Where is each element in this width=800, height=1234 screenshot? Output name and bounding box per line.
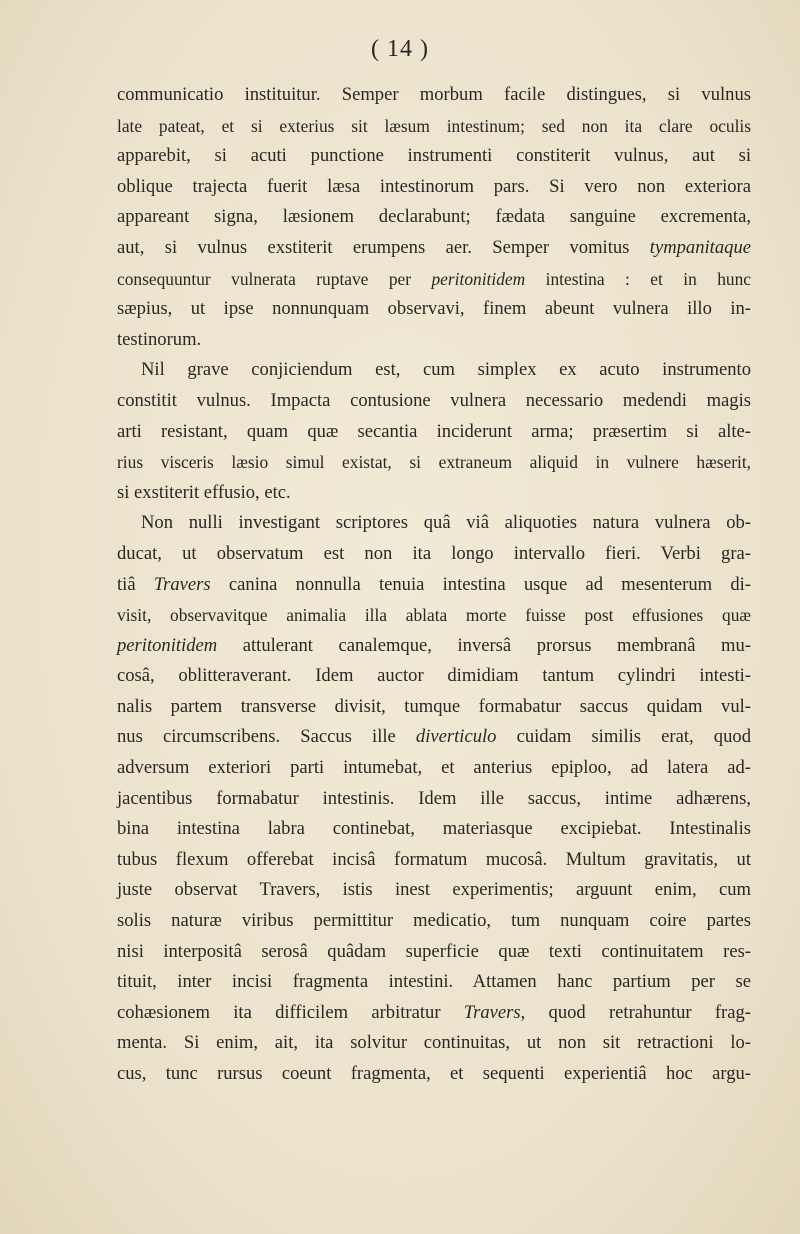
text-line: testinorum. bbox=[117, 328, 202, 350]
text-line: rius visceris læsio simul existat, si extraneum aliquid in vulnere hæserit, bbox=[117, 452, 751, 473]
text-line: apparebit, si acuti punctione instrumenti constiterit vulnus, aut si bbox=[117, 145, 751, 167]
text-line: cosâ, oblitteraverant. Idem auctor dimidiam tantum cylindri intesti- bbox=[117, 665, 751, 687]
text-line: si exstiterit effusio, etc. bbox=[117, 481, 291, 503]
text-line: Nil grave conjiciendum est, cum simplex ex acuto instrumento bbox=[141, 359, 751, 381]
text-line: ducat, ut observatum est non ita longo intervallo fieri. Verbi gra- bbox=[117, 542, 751, 564]
text-line: consequuntur vulnerata ruptave per peritonitidem intestina : et in hunc bbox=[117, 268, 752, 289]
text-line: tituit, inter incisi fragmenta intestini. Attamen hanc partium per se bbox=[117, 971, 751, 993]
text-line: nus circumscribens. Saccus ille diverticulo cuidam similis erat, quod bbox=[117, 726, 751, 748]
text-line: nalis partem transverse divisit, tumque formabatur saccus quidam vul- bbox=[117, 695, 751, 717]
text-line: aut, si vulnus exstiterit erumpens aer. Semper vomitus tympanitaque bbox=[117, 236, 751, 258]
text-line: adversum exteriori parti intumebat, et anterius epiploo, ad latera ad- bbox=[117, 757, 751, 779]
body-text bbox=[117, 80, 751, 1090]
text-line: tubus flexum offerebat incisâ formatum mucosâ. Multum gravitatis, ut bbox=[117, 848, 751, 870]
text-line: bina intestina labra continebat, materiasque excipiebat. Intestinalis bbox=[117, 818, 751, 840]
text-line: cus, tunc rursus coeunt fragmenta, et sequenti experientiâ hoc argu- bbox=[117, 1063, 751, 1084]
text-line: juste observat Travers, istis inest experimentis; arguunt enim, cum bbox=[117, 879, 751, 901]
text-line: solis naturæ viribus permittitur medicatio, tum nunquam coire partes bbox=[117, 910, 751, 932]
page-number: ( 14 ) bbox=[371, 36, 429, 62]
text-line: peritonitidem attulerant canalemque, inversâ prorsus membranâ mu- bbox=[117, 634, 751, 656]
text-line: jacentibus formabatur intestinis. Idem ille saccus, intime adhærens, bbox=[117, 787, 751, 809]
text-line: sæpius, ut ipse nonnunquam observavi, finem abeunt vulnera illo in- bbox=[117, 298, 751, 320]
text-line: visit, observavitque animalia illa ablata morte fuisse post effusiones quæ bbox=[117, 605, 751, 626]
text-line: communicatio instituitur. Semper morbum facile distingues, si vulnus bbox=[117, 84, 751, 105]
text-line: arti resistant, quam quæ secantia inciderunt arma; præsertim si alte- bbox=[117, 420, 751, 442]
text-line: nisi interpositâ serosâ quâdam superficie quæ texti continuitatem res- bbox=[117, 940, 751, 962]
text-line: late pateat, et si exterius sit læsum intestinum; sed non ita clare oculis bbox=[117, 115, 751, 136]
text-line: menta. Si enim, ait, ita solvitur continuitas, ut non sit retractioni lo- bbox=[117, 1032, 751, 1054]
text-line: tiâ Travers canina nonnulla tenuia intestina usque ad mesenterum di- bbox=[117, 573, 751, 595]
text-line: oblique trajecta fuerit læsa intestinorum pars. Si vero non exteriora bbox=[117, 175, 751, 197]
text-line: appareant signa, læsionem declarabunt; fædata sanguine excrementa, bbox=[117, 206, 751, 228]
text-line: constitit vulnus. Impacta contusione vulnera necessario medendi magis bbox=[117, 389, 751, 411]
text-line: Non nulli investigant scriptores quâ viâ aliquoties natura vulnera ob- bbox=[141, 512, 751, 534]
text-line: cohæsionem ita difficilem arbitratur Travers, quod retrahuntur frag- bbox=[117, 1001, 751, 1023]
